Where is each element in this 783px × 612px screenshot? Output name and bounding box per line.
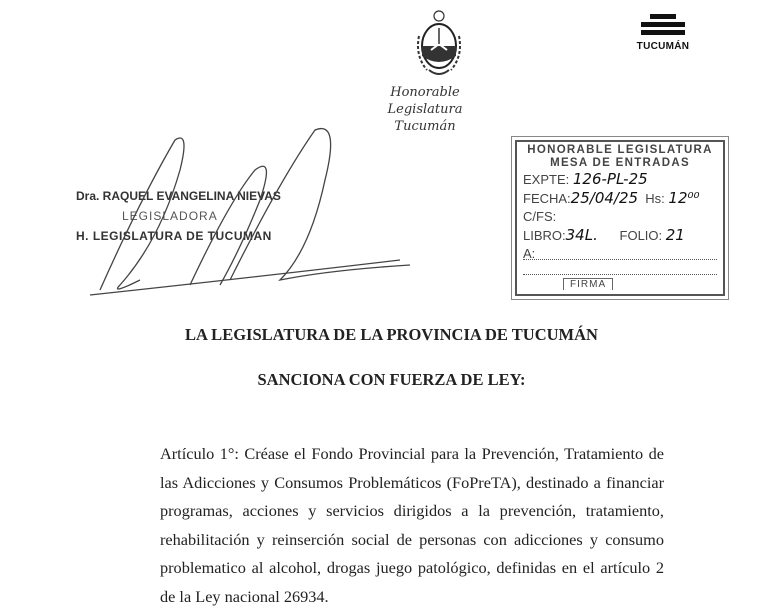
reception-stamp — [515, 140, 725, 296]
institution-province: Tucumán — [394, 119, 456, 134]
a-label: A: — [523, 246, 536, 261]
institution-name: Honorable Legislatura — [387, 85, 463, 117]
document-subtitle: SANCIONA CON FUERZA DE LEY: — [257, 370, 526, 389]
fecha-label: FECHA: — [523, 191, 571, 206]
stamp-libro-row — [523, 226, 717, 245]
expte-value: 126-PL-25 — [572, 170, 648, 188]
tucuman-logo-bars-icon — [632, 14, 694, 35]
stamp-subtitle: MESA DE ENTRADAS — [550, 157, 690, 169]
provincial-coat-of-arms-emblem — [413, 6, 465, 80]
article-1-paragraph: Artículo 1°: Créase el Fondo Provincial para la Prevención, Tratamiento de las Adicciones y Consumos Problemáticos (FoPreTA), destinado a financiar programas, acciones y servicios dirigidos a la prevención, tratamiento, rehabilitación y reinserción social de personas con adicciones y consumo problematico al alcohol, drogas juego patológico, definidas en el artículo 2 de la Ley nacional 26934. — [160, 444, 664, 606]
firma-label: FIRMA — [563, 278, 613, 290]
signatory-body: H. LEGISLATURA DE TUCUMAN — [76, 229, 272, 243]
cfs-label: C/FS: — [523, 209, 557, 224]
stamp-title: HONORABLE LEGISLATURA — [527, 144, 713, 156]
libro-label: LIBRO: — [523, 228, 566, 243]
folio-label: FOLIO: — [619, 228, 663, 243]
fecha-value: 25/04/25 — [570, 189, 639, 207]
stamp-fecha-row — [523, 189, 717, 208]
hs-value: 12⁰⁰ — [668, 189, 700, 207]
tucuman-logo-text: TUCUMÁN — [636, 41, 690, 52]
signatory-name: Dra. RAQUEL EVANGELINA NIEVAS — [76, 189, 281, 203]
document-title: LA LEGISLATURA DE LA PROVINCIA DE TUCUMÁN — [185, 325, 598, 344]
hs-label: Hs: — [645, 191, 665, 206]
legislature-wordmark — [360, 84, 490, 135]
libro-value: 34L. — [565, 226, 598, 244]
stamp-signature-line — [523, 260, 717, 275]
expte-label: EXPTE: — [523, 172, 570, 187]
tucuman-logo — [632, 14, 694, 52]
stamp-expte-row — [523, 170, 717, 189]
folio-value: 21 — [665, 226, 685, 244]
stamp-a-row — [523, 245, 717, 260]
signatory-seal — [76, 186, 281, 246]
signatory-role: LEGISLADORA — [122, 209, 218, 223]
